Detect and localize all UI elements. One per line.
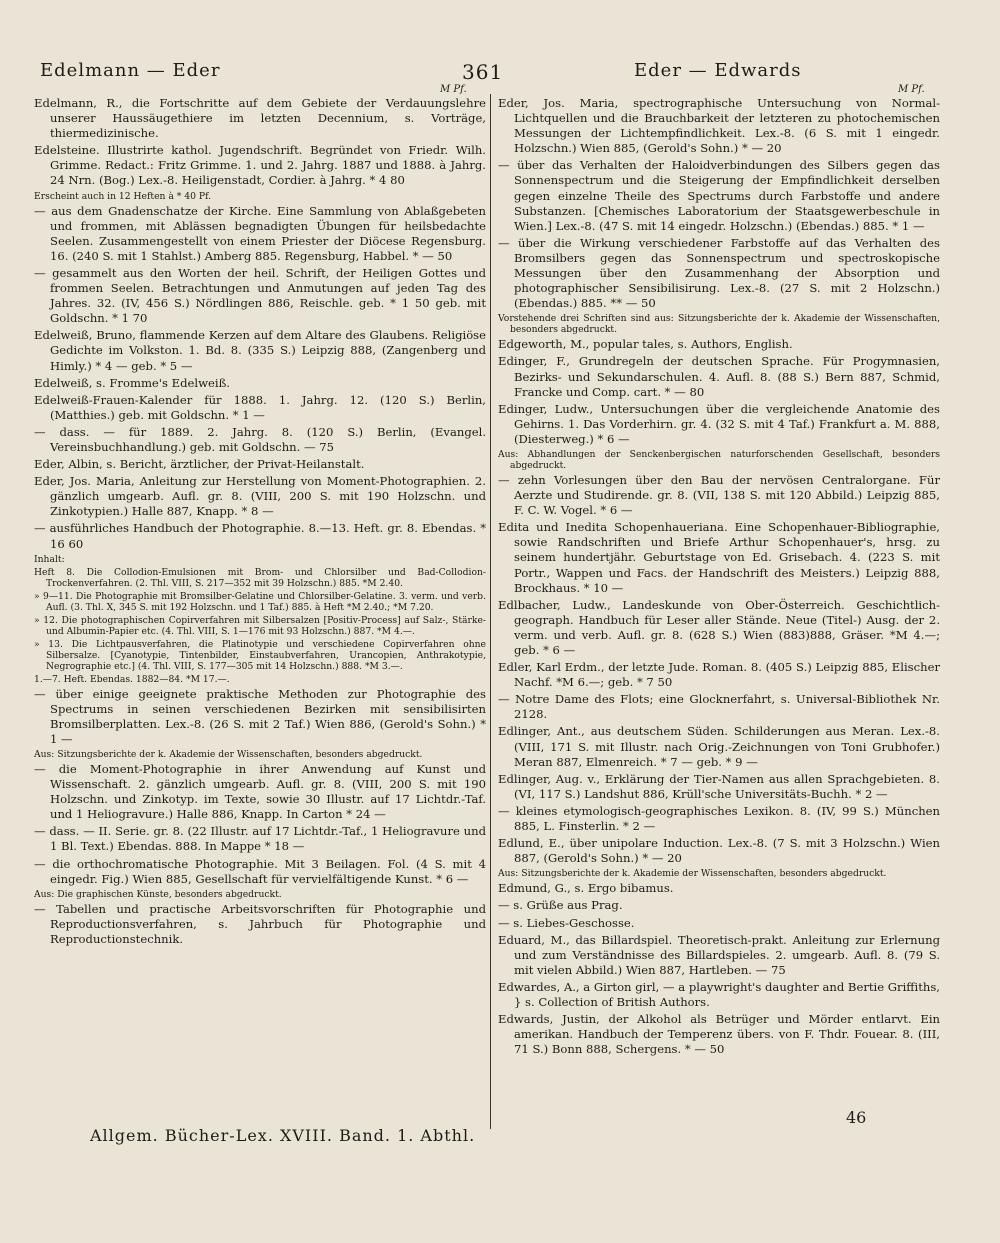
entry-text: Edlund, E., über unipolare Induction. Lex.-8. (7 S. mit 3 Holzschn.) Wien 887, (Gerold's Sohn.) * — 20	[498, 836, 940, 866]
catalog-entry	[34, 393, 486, 423]
entry-text: Edwards, Justin, der Alkohol als Betrüger und Mörder entlarvt. Ein amerikan. Handbuch der Temperenz übers. von F. Thdr. Fouear. 8. (III, 71 S.) Bonn 888, Schergens. * — 50	[498, 1012, 940, 1057]
entry-text: Vorstehende drei Schriften sind aus: Sitzungsberichte der k. Akademie der Wissenschaften, besonders abgedruckt.	[498, 313, 940, 336]
entry-text: Edlinger, Ant., aus deutschem Süden. Schilderungen aus Meran. Lex.-8. (VIII, 171 S. mit Illustr. nach Orig.-Zeichnungen von Toni Grubhofer.) Meran 887, Elmenreich. * 7 — geb. * 9 —	[498, 724, 940, 769]
catalog-entry	[498, 916, 940, 931]
catalog-entry	[34, 457, 486, 472]
entry-text: Aus: Die graphischen Künste, besonders abgedruckt.	[34, 888, 282, 900]
entry-text: Edelmann, R., die Fortschritte auf dem Gebiete der Verdauungslehre unserer Haussäugethiere im letzten Decennium, s. Vorträge, thiermedizinische.	[34, 96, 486, 141]
entry-text: » 13. Die Lichtpausverfahren, die Platinotypie und verschiedene Copirverfahren ohne Silbersalze. [Cyanotypie, Tintenbilder, Einstaubverfahren, Urancopien, Anthrakotypie, Negrographie etc.] (4. Thl. VIII, S. 177—305 mit 14 Holzschn.) 888. *M 3.—.	[34, 638, 486, 672]
catalog-note	[34, 567, 486, 589]
catalog-entry	[498, 158, 940, 233]
catalog-entry	[498, 898, 940, 913]
entry-text: Edinger, F., Grundregeln der deutschen Sprache. Für Progymnasien, Bezirks- und Sekundarschulen. 4. Aufl. 8. (88 S.) Bern 887, Schmid, Francke und Comp. cart. * — 80	[498, 354, 940, 399]
footer-signature-line: Allgem. Bücher-Lex. XVIII. Band. 1. Abthl.	[90, 1126, 476, 1145]
entry-text: Edita und Inedita Schopenhaueriana. Eine Schopenhauer-Bibliographie, sowie Randschriften und Briefe Arthur Schopenhauer's, hrsg. zu seinem hundertjähr. Geburtstage von Ed. Grisebach. 4. (223 S. mit Portr., Wappen und Facs. der Handschrift des Meisters.) Leipzig 888, Brockhaus. * 10 —	[498, 520, 940, 595]
catalog-entry	[498, 804, 940, 834]
entry-text: — die orthochromatische Photographie. Mit 3 Beilagen. Fol. (4 S. mit 4 eingedr. Fig.) Wien 885, Gesellschaft für vervielfältigende Kunst. * 6 —	[34, 856, 486, 886]
catalog-entry	[498, 933, 940, 978]
catalog-entry	[34, 857, 486, 887]
catalog-note	[498, 313, 940, 335]
catalog-note	[34, 749, 486, 760]
running-head-left: Edelmann — Eder	[40, 60, 221, 81]
entry-text: — über die Wirkung verschiedener Farbstoffe auf das Verhalten des Bromsilbers gegen das Sonnenspectrum und spectroskopische Messungen über den Zusammenhang der Absorption und photographischer Sensibilisirung. Lex.-8. (27 S. mit 2 Holzschn.) (Ebendas.) 885. ** — 50	[498, 235, 940, 311]
entry-text: — kleines etymologisch-geographisches Lexikon. 8. (IV, 99 S.) München 885, L. Finsterlin. * 2 —	[498, 803, 940, 834]
catalog-entry	[498, 724, 940, 769]
catalog-entry	[498, 980, 940, 1010]
running-head-right: Eder — Edwards	[634, 60, 802, 81]
catalog-entry	[34, 425, 486, 455]
left-column	[34, 96, 486, 949]
page-number: 361	[462, 60, 504, 84]
catalog-entry	[498, 354, 940, 399]
entry-text: — dass. — II. Serie. gr. 8. (22 Illustr. auf 17 Lichtdr.-Taf., 1 Heliogravure und 1 Bl. Text.) Ebendas. 888. In Mappe * 18 —	[34, 824, 486, 854]
entry-text: Edmund, G., s. Ergo bibamus.	[498, 881, 674, 896]
catalog-entry	[498, 692, 940, 722]
catalog-entry	[498, 881, 940, 896]
catalog-note	[498, 449, 940, 471]
catalog-entry	[34, 143, 486, 188]
catalog-note	[498, 868, 940, 879]
entry-text: — dass. — für 1889. 2. Jahrg. 8. (120 S.) Berlin, (Evangel. Vereinsbuchhandlung.) geb. mit Goldschn. — 75	[34, 424, 486, 454]
entry-text: — ausführliches Handbuch der Photographie. 8.—13. Heft. gr. 8. Ebendas. * 16 60	[34, 521, 486, 551]
catalog-entry	[34, 762, 486, 822]
entry-text: Edelweiß, Bruno, flammende Kerzen auf dem Altare des Glaubens. Religiöse Gedichte im Volkston. 1. Bd. 8. (335 S.) Leipzig 888, (Zangenberg und Himly.) * 4 — geb. * 5 —	[34, 328, 486, 373]
entry-text: — die Moment-Photographie in ihrer Anwendung auf Kunst und Wissenschaft. 2. gänzlich umgearb. Aufl. gr. 8. (VIII, 200 S. mit 190 Holzschn. und Zinkotyp. im Texte, sowie 30 Illustr. auf 17 Lichtdr.-Taf. und 1 Heliogravure.) Halle 886, Knapp. In Carton * 24 —	[34, 762, 486, 822]
entry-text: — gesammelt aus den Worten der heil. Schrift, der Heiligen Gottes und frommen Seelen. Betrachtungen und Anmutungen auf jeden Tag des Jahres. 32. (IV, 456 S.) Nördlingen 886, Reischle. geb. * 1 50 geb. mit Goldschn. * 1 70	[34, 265, 486, 326]
signature-mark: 46	[846, 1108, 867, 1127]
catalog-note	[34, 615, 486, 637]
currency-mark-right: M Pf.	[898, 84, 925, 95]
catalog-entry	[34, 687, 486, 747]
entry-text: — s. Grüße aus Prag.	[498, 898, 623, 913]
catalog-entry	[34, 266, 486, 326]
entry-text: Edelsteine. Illustrirte kathol. Jugendschrift. Begründet von Friedr. Wilh. Grimme. Redact.: Fritz Grimme. 1. und 2. Jahrg. 1887 und 1888. à Jahrg. 24 Nrn. (Bog.) Lex.-8. Heiligenstadt, Cordier. à Jahrg. * 4 80	[34, 143, 486, 188]
entry-text: Edgeworth, M., popular tales, s. Authors, English.	[498, 337, 793, 352]
entry-text: Edlbacher, Ludw., Landeskunde von Ober-Österreich. Geschichtlich-geograph. Handbuch für Leser aller Stände. Neue (Titel-) Ausg. der 2. verm. und verb. Aufl. gr. 8. (628 S.) Wien (883)888, Gräser. *M 4.—; geb. * 6 —	[498, 597, 940, 657]
column-divider	[490, 94, 491, 1129]
catalog-entry	[498, 1012, 940, 1057]
catalog-note	[34, 639, 486, 672]
entry-text: Eder, Jos. Maria, spectrographische Untersuchung von Normal-Lichtquellen und die Brauchbarkeit der letzteren zu photochemischen Messungen der Lichtempfindlichkeit. Lex.-8. (6 S. mit 1 eingedr. Holzschn.) Wien 885, (Gerold's Sohn.) * — 20	[498, 96, 940, 156]
entry-text: — über das Verhalten der Haloidverbindungen des Silbers gegen das Sonnenspectrum und die Steigerung der Empfindlichkeit derselben gegen einzelne Theile des Spectrums durch Farbstoffe und andere Substanzen. [Chemisches Laboratorium der Staatsgewerbeschule in Wien.] Lex.-8. (47 S. mit 14 eingedr. Holzschn.) (Ebendas.) 885. * 1 —	[498, 158, 940, 233]
catalog-entry	[498, 836, 940, 866]
catalog-entry	[498, 598, 940, 658]
entry-text: Edler, Karl Erdm., der letzte Jude. Roman. 8. (405 S.) Leipzig 885, Elischer Nachf. *M 6.—; geb. * 7 50	[498, 660, 940, 690]
entry-text: — zehn Vorlesungen über den Bau der nervösen Centralorgane. Für Aerzte und Studirende. gr. 8. (VII, 138 S. mit 120 Abbild.) Leipzig 885, F. C. W. Vogel. * 6 —	[498, 472, 940, 518]
right-column	[498, 96, 940, 1059]
catalog-entry	[498, 236, 940, 311]
catalog-entry	[34, 902, 486, 947]
entry-text: Edlinger, Aug. v., Erklärung der Tier-Namen aus allen Sprachgebieten. 8. (VI, 117 S.) Landshut 886, Krüll'sche Universitäts-Buchh. * 2 —	[498, 771, 940, 801]
entry-text: Aus: Sitzungsberichte der k. Akademie der Wissenschaften, besonders abgedruckt.	[34, 749, 423, 760]
catalog-note	[34, 591, 486, 613]
catalog-entry	[498, 473, 940, 518]
catalog-entry	[498, 337, 940, 352]
catalog-entry	[498, 520, 940, 595]
catalog-entry	[34, 824, 486, 854]
catalog-note	[34, 191, 486, 202]
currency-mark-left: M Pf.	[440, 84, 467, 95]
catalog-note	[34, 554, 486, 565]
entry-text: Aus: Sitzungsberichte der k. Akademie der Wissenschaften, besonders abgedruckt.	[498, 868, 887, 880]
catalog-note	[34, 889, 486, 900]
catalog-entry	[34, 96, 486, 141]
catalog-entry	[34, 204, 486, 264]
entry-text: Eduard, M., das Billardspiel. Theoretisch-prakt. Anleitung zur Erlernung und zum Verständnisse des Billardspieles. 2. umgearb. Aufl. 8. (79 S. mit vielen Abbild.) Wien 887, Hartleben. — 75	[498, 932, 940, 977]
entry-text: — über einige geeignete praktische Methoden zur Photographie des Spectrums in seinen verschiedenen Bezirken mit sensibilisirten Bromsilberplatten. Lex.-8. (26 S. mit 2 Taf.) Wien 886, (Gerold's Sohn.) * 1 —	[34, 686, 486, 746]
entry-text: — aus dem Gnadenschatze der Kirche. Eine Sammlung von Ablaßgebeten und frommen, mit Ablässen begnadigten Übungen für heilsbedachte Seelen. Zusammengestellt von einem Priester der Diöcese Regensburg. 16. (240 S. mit 1 Stahlst.) Amberg 885. Regensburg, Habbel. * — 50	[34, 203, 486, 263]
catalog-entry	[34, 474, 486, 519]
catalog-entry	[498, 402, 940, 447]
entry-text: » 12. Die photographischen Copirverfahren mit Silbersalzen [Positiv-Process] auf Salz-, Stärke- und Albumin-Papier etc. (4. Thl. VIII, S. 1—176 mit 93 Holzschn.) 887. *M 4.—.	[34, 614, 486, 637]
entry-text: Aus: Abhandlungen der Senckenbergischen naturforschenden Gesellschaft, besonders abgedruckt.	[498, 448, 940, 471]
catalog-entry	[34, 521, 486, 551]
entry-text: Inhalt:	[34, 553, 65, 565]
entry-text: Erscheint auch in 12 Heften à * 40 Pf.	[34, 190, 212, 202]
catalog-note	[34, 674, 486, 685]
entry-text: Edelweiß-Frauen-Kalender für 1888. 1. Jahrg. 12. (120 S.) Berlin, (Matthies.) geb. mit Goldschn. * 1 —	[34, 392, 486, 422]
entry-text: Eder, Albin, s. Bericht, ärztlicher, der Privat-Heilanstalt.	[34, 457, 365, 472]
catalog-entry	[34, 328, 486, 373]
entry-text: — s. Liebes-Geschosse.	[498, 915, 635, 930]
entry-text: » 9—11. Die Photographie mit Bromsilber-Gelatine und Chlorsilber-Gelatine. 3. verm. und verb. Aufl. (3. Thl. X, 345 S. mit 192 Holzschn. und 1 Taf.) 885. à Heft *M 2.40.; *M 7.20.	[34, 590, 486, 613]
catalog-entry	[34, 376, 486, 391]
entry-text: Edwardes, A., a Girton girl, — a playwright's daughter and Bertie Griffiths, } s. Collection of British Authors.	[498, 979, 940, 1009]
entry-text: 1.—7. Heft. Ebendas. 1882—84. *M 17.—.	[34, 673, 230, 685]
catalog-entry	[498, 772, 940, 802]
catalog-entry	[498, 96, 940, 156]
entry-text: — Tabellen und practische Arbeitsvorschriften für Photographie und Reproductionsverfahren, s. Jahrbuch für Photographie und Reproductionstechnik.	[34, 901, 486, 946]
entry-text: — Notre Dame des Flots; eine Glocknerfahrt, s. Universal-Bibliothek Nr. 2128.	[498, 692, 940, 722]
entry-text: Edinger, Ludw., Untersuchungen über die vergleichende Anatomie des Gehirns. 1. Das Vorderhirn. gr. 4. (32 S. mit 4 Taf.) Frankfurt a. M. 888, (Diesterweg.) * 6 —	[498, 401, 940, 446]
entry-text: Heft 8. Die Collodion-Emulsionen mit Brom- und Chlorsilber und Bad-Collodion-Trockenverfahren. (2. Thl. VIII, S. 217—352 mit 39 Holzschn.) 885. *M 2.40.	[34, 566, 486, 589]
entry-text: Edelweiß, s. Fromme's Edelweiß.	[34, 375, 230, 390]
entry-text: Eder, Jos. Maria, Anleitung zur Herstellung von Moment-Photographien. 2. gänzlich umgearb. Aufl. gr. 8. (VIII, 200 S. mit 190 Holzschn. und Zinkotypien.) Halle 887, Knapp. * 8 —	[34, 474, 486, 519]
catalog-entry	[498, 660, 940, 690]
